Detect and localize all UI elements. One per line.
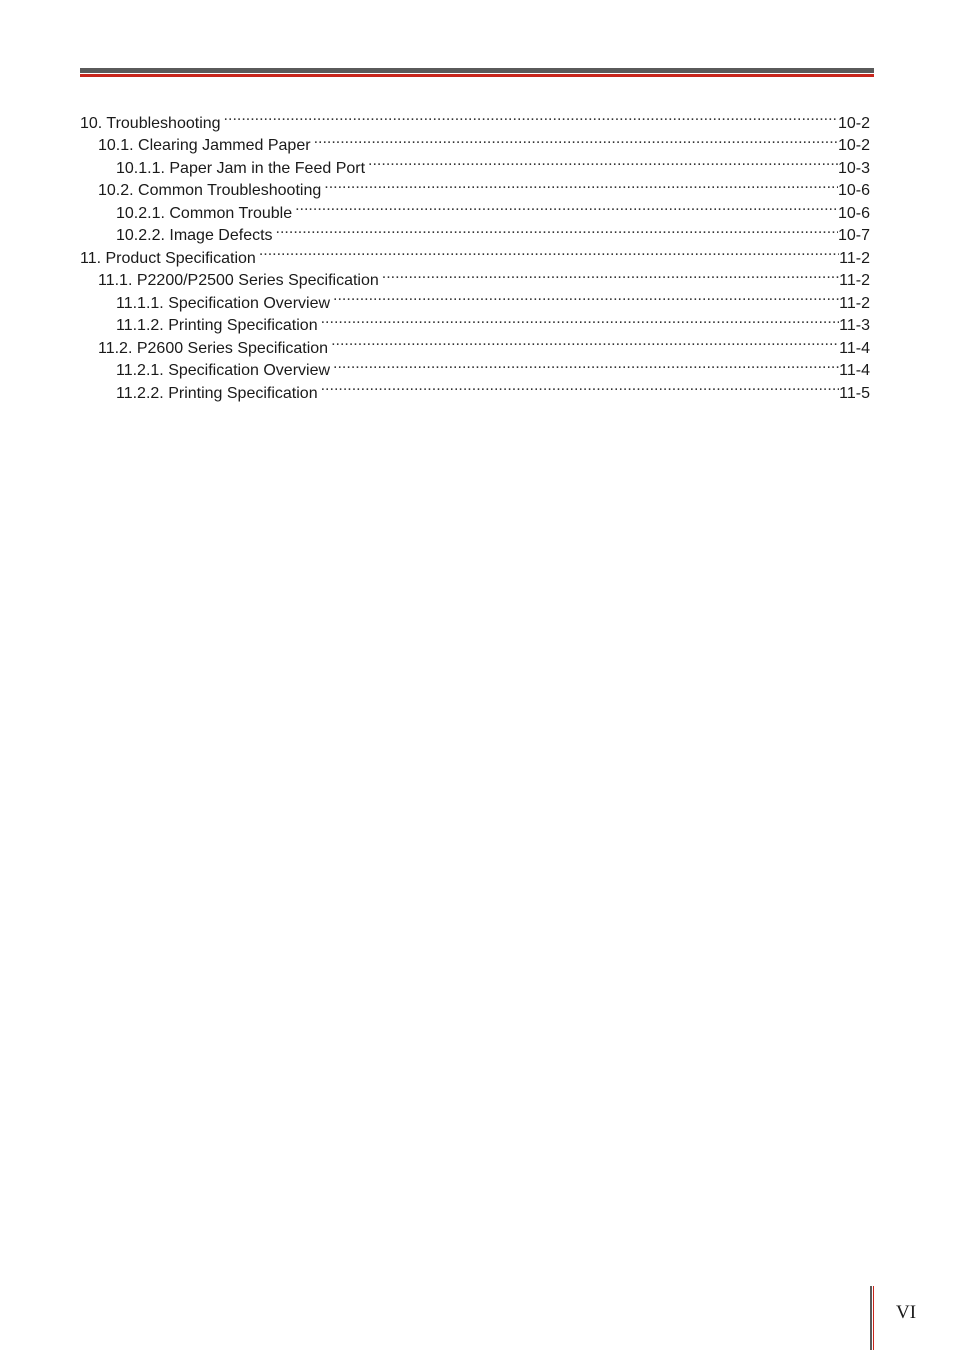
page-number: VI xyxy=(896,1302,917,1323)
toc-dot-leader xyxy=(259,240,839,263)
toc-entry-title: 10. Troubleshooting xyxy=(80,114,221,132)
footer-rule-red xyxy=(873,1286,874,1350)
header-rule xyxy=(80,68,874,77)
toc-dot-leader xyxy=(295,195,838,218)
toc-dot-leader xyxy=(333,353,839,376)
toc-dot-leader xyxy=(382,263,839,286)
toc-entry-title: 11.2.2. Printing Specification xyxy=(116,384,318,402)
toc-dot-leader xyxy=(321,308,840,331)
toc-entry-page: 11-4 xyxy=(839,339,870,357)
toc-dot-leader xyxy=(224,105,838,128)
toc-entry-page: 10-2 xyxy=(837,137,870,154)
toc-dot-leader xyxy=(314,128,838,151)
toc-entry-page: 11-2 xyxy=(839,294,870,312)
toc-entry-title: 10.2.1. Common Trouble xyxy=(116,204,293,222)
toc-entry-page: 10-6 xyxy=(837,182,870,199)
toc-entry-title: 11. Product Specification xyxy=(80,249,256,267)
toc-dot-leader xyxy=(368,150,838,173)
toc-entry-page: 10-2 xyxy=(837,114,870,132)
toc-entry-title: 10.1.1. Paper Jam in the Feed Port xyxy=(116,159,366,177)
toc-dot-leader xyxy=(333,285,839,308)
footer-rule xyxy=(870,1286,874,1350)
toc-dot-leader xyxy=(324,173,838,196)
toc-entry-page: 11-5 xyxy=(839,384,870,402)
toc-entry-title: 11.2. P2600 Series Specification xyxy=(98,339,329,357)
header-rule-red xyxy=(80,74,874,77)
toc-entry-page: 11-3 xyxy=(839,317,870,334)
toc-entry-title: 10.2. Common Troubleshooting xyxy=(98,182,322,199)
toc-entry-page: 11-4 xyxy=(839,362,870,379)
footer-rule-gray xyxy=(870,1286,872,1350)
header-rule-gray xyxy=(80,68,874,73)
toc-entry-title: 11.1.1. Specification Overview xyxy=(116,294,331,312)
toc-entry-page: 11-2 xyxy=(839,249,870,267)
toc-entry-page: 10-6 xyxy=(837,204,870,222)
toc-entry-title: 11.1. P2200/P2500 Series Specification xyxy=(98,272,379,289)
toc-dot-leader xyxy=(321,375,840,398)
toc-entry-title: 11.2.1. Specification Overview xyxy=(116,362,331,379)
toc-entry-title: 10.1. Clearing Jammed Paper xyxy=(98,137,311,154)
toc-entry-page: 10-3 xyxy=(837,159,870,177)
toc-entry[interactable] xyxy=(80,105,870,132)
toc-entry-page: 10-7 xyxy=(837,227,870,244)
toc-dot-leader xyxy=(276,218,838,241)
toc-entry-title: 10.2.2. Image Defects xyxy=(116,227,273,244)
toc-entry-title: 11.1.2. Printing Specification xyxy=(116,317,318,334)
table-of-contents xyxy=(80,105,870,402)
toc-dot-leader xyxy=(331,330,839,353)
toc-entry-page: 11-2 xyxy=(839,272,870,289)
